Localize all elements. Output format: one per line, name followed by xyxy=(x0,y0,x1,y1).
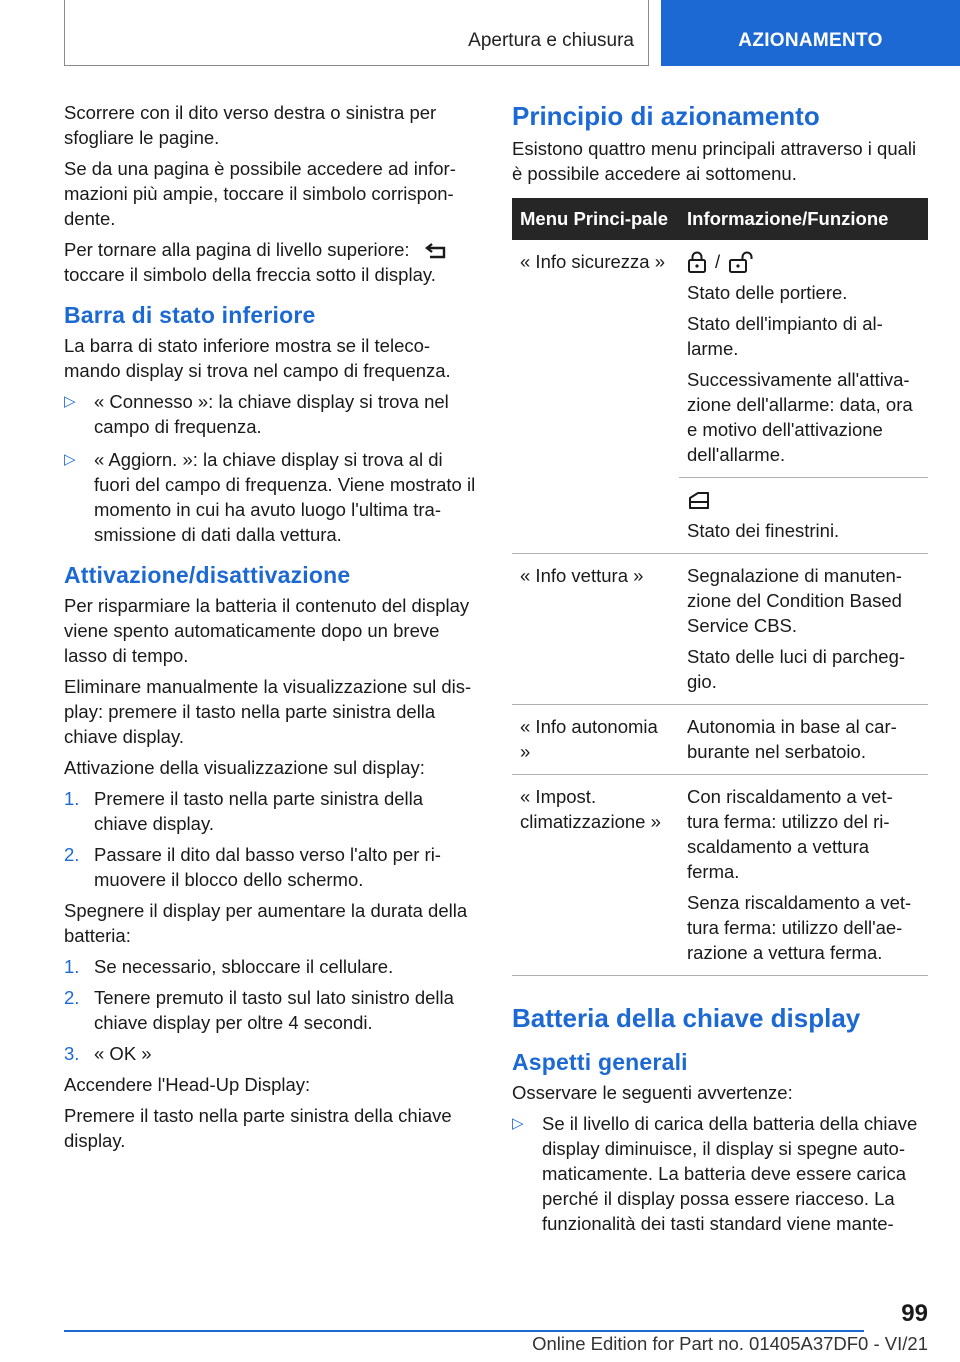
table-cell-text: Con riscaldamento a vet-tura ferma: utilizzo del ri-scaldamento a vettura ferma. xyxy=(687,786,893,882)
step-text: « OK » xyxy=(94,1043,152,1064)
heading-general: Aspetti generali xyxy=(512,1049,688,1075)
table-cell-text: Stato dell'impianto di al-larme. xyxy=(687,313,883,359)
table-cell-menu: « Info autonomia » xyxy=(512,705,679,775)
paragraph: Accendere l'Head-Up Display: xyxy=(64,1074,311,1095)
step-text: Se necessario, sbloccare il cellulare. xyxy=(94,956,394,977)
step-number: 2. xyxy=(64,844,80,865)
step-number: 3. xyxy=(64,1043,80,1064)
table-cell-menu: « Info sicurezza » xyxy=(512,240,679,554)
bullet-triangle-icon: ▷ xyxy=(64,393,76,410)
paragraph: Se da una pagina è possibile accedere ad infor-mazioni più ampie, toccare il simbolo corrispon-dente. xyxy=(64,158,456,229)
step-number: 1. xyxy=(64,956,80,977)
right-column xyxy=(512,100,928,1244)
step-text: Premere il tasto nella parte sinistra della chiave display. xyxy=(94,788,424,834)
list-item xyxy=(64,1041,478,1066)
step-number: 2. xyxy=(64,987,80,1008)
table-cell-info xyxy=(679,478,928,554)
list-item-text: « Connesso »: la chiave display si trova nel campo di frequenza. xyxy=(94,391,449,437)
table-cell-text: Stato delle portiere. xyxy=(687,282,848,303)
header-section-title: Apertura e chiusura xyxy=(468,30,634,51)
door-unlocked-icon xyxy=(728,251,758,273)
bullet-triangle-icon: ▷ xyxy=(64,451,76,468)
window-icon xyxy=(687,490,711,510)
paragraph: Spegnere il display per aumentare la durata della batteria: xyxy=(64,900,468,946)
list-item xyxy=(64,985,478,1035)
paragraph: Premere il tasto nella parte sinistra della chiave display. xyxy=(64,1105,452,1151)
heading-battery: Batteria della chiave display xyxy=(512,1003,861,1033)
icon-separator: / xyxy=(715,251,721,272)
heading-status-bar: Barra di stato inferiore xyxy=(64,302,316,328)
paragraph-text: toccare il simbolo della freccia sotto il display. xyxy=(64,264,436,285)
window-icons xyxy=(687,487,920,512)
table-cell-text: Successivamente all'attiva-zione dell'allarme: data, ora e motivo dell'attivazione dell'allarme. xyxy=(687,369,913,465)
table-cell-text: Stato delle luci di parcheg-gio. xyxy=(687,646,906,692)
heading-activation: Attivazione/disattivazione xyxy=(64,562,351,588)
list-item xyxy=(64,954,478,979)
table-cell-menu: « Info vettura » xyxy=(512,554,679,705)
heading-operating-principle: Principio di azionamento xyxy=(512,101,820,131)
paragraph: Eliminare manualmente la visualizzazione sul dis-play: premere il tasto nella parte sinistra della chiave display. xyxy=(64,676,472,747)
list-item-text: Se il livello di carica della batteria della chiave display diminuisce, il display si spegne auto-maticamente. La batteria deve essere carica perché il display possa essere riacceso. La funzionalità dei tasti standard viene mante- xyxy=(542,1113,918,1234)
table-cell-text: Stato dei finestrini. xyxy=(687,520,840,541)
menu-table xyxy=(512,198,928,976)
table-cell-text: Segnalazione di manuten-zione del Condition Based Service CBS. xyxy=(687,565,902,636)
footer-edition: Online Edition for Part no. 01405A37DF0 - VI/21 xyxy=(532,1333,928,1354)
list-item xyxy=(512,1111,928,1236)
table-header-cell: Informazione/Funzione xyxy=(679,198,928,240)
list-item-text: « Aggiorn. »: la chiave display si trova al di fuori del campo di frequenza. Viene mostrato il momento in cui ha avuto luogo l'ultima tra-smissione di dati dalla vettura. xyxy=(94,449,476,545)
table-row xyxy=(512,240,928,478)
table-cell-info xyxy=(679,775,928,976)
left-column xyxy=(64,100,478,1159)
paragraph-text: Per tornare alla pagina di livello superiore: xyxy=(64,239,410,260)
list-item xyxy=(64,786,478,836)
paragraph: Osservare le seguenti avvertenze: xyxy=(512,1082,793,1103)
table-row xyxy=(512,775,928,976)
header-chapter-tab xyxy=(661,0,960,66)
table-cell-text: Senza riscaldamento a vet-tura ferma: utilizzo dell'ae-razione a vettura ferma. xyxy=(687,892,912,963)
paragraph: Esistono quattro menu principali attraverso i quali è possibile accedere ai sottomenu. xyxy=(512,138,917,184)
door-icons xyxy=(687,249,920,274)
header-section-tab xyxy=(64,0,649,66)
back-arrow-icon xyxy=(425,242,449,260)
list-item xyxy=(64,447,478,547)
bullet-triangle-icon: ▷ xyxy=(512,1115,524,1132)
paragraph: Per risparmiare la batteria il contenuto del display viene spento automaticamente dopo un breve lasso di tempo. xyxy=(64,595,470,666)
list-item xyxy=(64,842,478,892)
paragraph: Scorrere con il dito verso destra o sinistra per sfogliare le pagine. xyxy=(64,102,437,148)
step-number: 1. xyxy=(64,788,80,809)
table-cell-info xyxy=(679,240,928,478)
table-header-cell: Menu Princi-pale xyxy=(512,198,679,240)
table-row xyxy=(512,705,928,775)
step-text: Tenere premuto il tasto sul lato sinistro della chiave display per oltre 4 secondi. xyxy=(94,987,454,1033)
paragraph: Attivazione della visualizzazione sul display: xyxy=(64,757,425,778)
page-number: 99 xyxy=(901,1300,928,1327)
table-cell-text: Autonomia in base al car-burante nel serbatoio. xyxy=(687,716,897,762)
table-cell-info xyxy=(679,554,928,705)
table-cell-info xyxy=(679,705,928,775)
step-text: Passare il dito dal basso verso l'alto per ri-muovere il blocco dello schermo. xyxy=(94,844,441,890)
door-locked-icon xyxy=(687,251,707,273)
header-chapter-title: AZIONAMENTO xyxy=(738,30,883,51)
list-item xyxy=(64,389,478,439)
paragraph: La barra di stato inferiore mostra se il teleco-mando display si trova nel campo di frequenza. xyxy=(64,335,451,381)
table-header-row xyxy=(512,198,928,240)
footer-divider xyxy=(64,1330,864,1332)
table-cell-menu: « Impost. climatizzazione » xyxy=(512,775,679,976)
paragraph xyxy=(64,237,478,287)
table-row xyxy=(512,554,928,705)
